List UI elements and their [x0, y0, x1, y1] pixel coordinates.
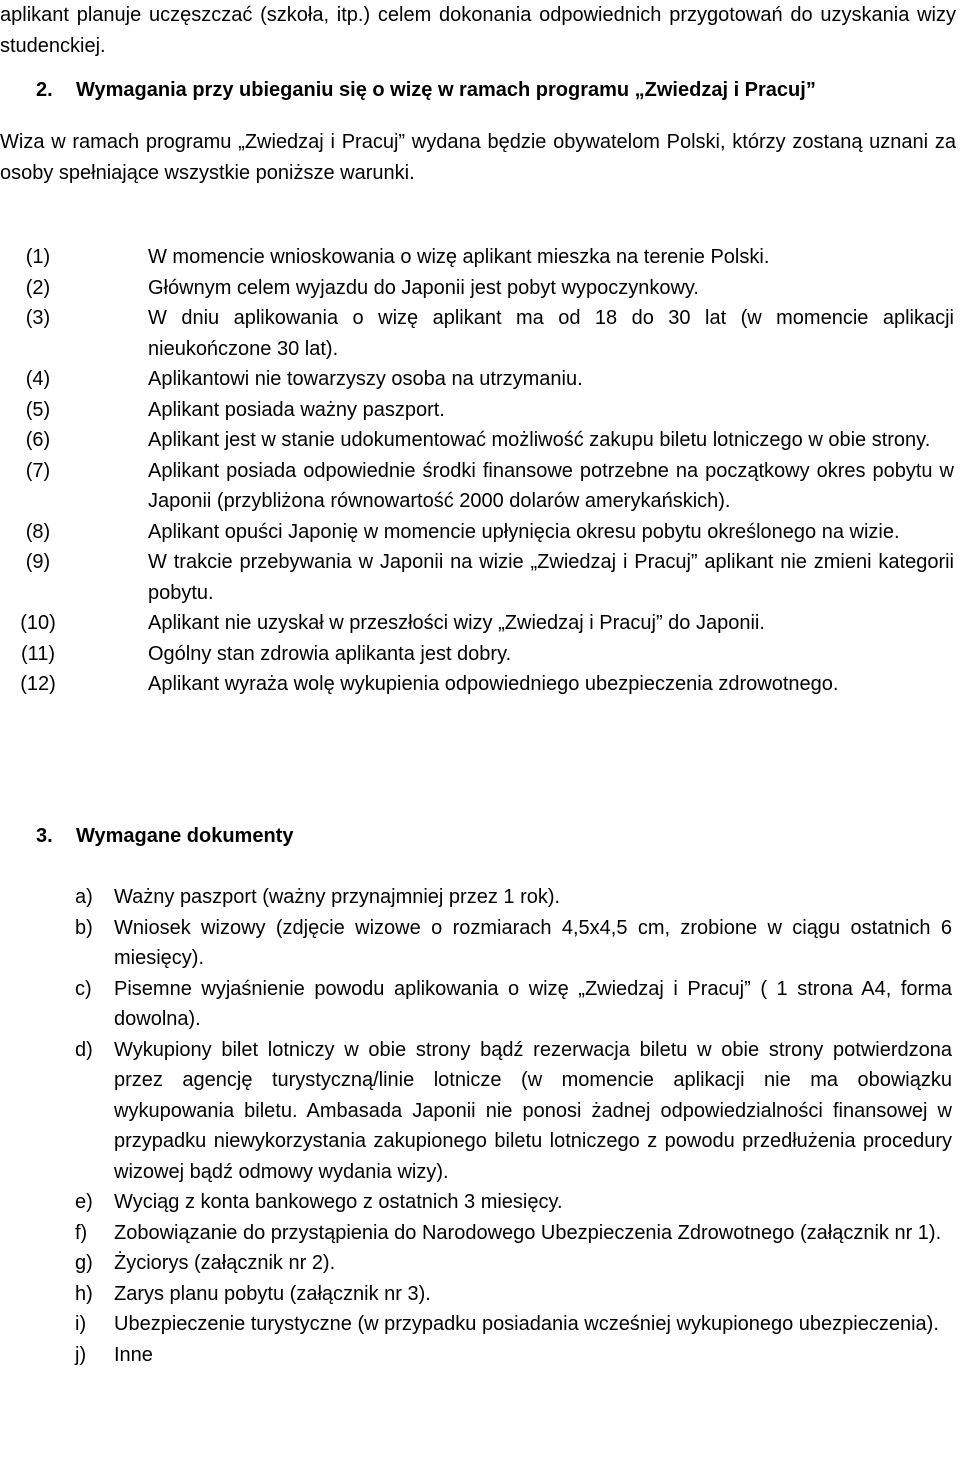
document-item-h: [0, 1279, 952, 1310]
condition-text: Aplikant nie uzyskał w przeszłości wizy „Zwiedzaj i Pracuj” do Japonii.: [148, 612, 765, 634]
section-3-title: Wymagane dokumenty: [76, 825, 294, 847]
document-item-f: [0, 1218, 952, 1249]
document-text: Pisemne wyjaśnienie powodu aplikowania o wizę „Zwiedzaj i Pracuj” ( 1 strona A4, forma dowolna).: [114, 977, 952, 1030]
condition-item-11: [0, 639, 954, 670]
conditions-list: [0, 242, 960, 700]
condition-text: W trakcie przebywania w Japonii na wizie „Zwiedzaj i Pracuj” aplikant nie zmieni kategorii pobytu.: [148, 551, 954, 604]
document-text: Inne: [114, 1343, 153, 1366]
document-item-j: [0, 1340, 952, 1371]
condition-text: Ogólny stan zdrowia aplikanta jest dobry.: [148, 642, 512, 665]
document-marker: d): [75, 1038, 93, 1061]
document-text: Wykupiony bilet lotniczy w obie strony bądź rezerwacja biletu w obie strony potwierdzona przez agencję turystyczną/linie lotnicze (w momencie aplikacji nie ma obowiązku wykupowania biletu. Ambasada Japonii nie ponosi żadnej odpowiedzialności finansowej w przypadku niewykorzystania zakupionego biletu lotniczego z powodu przedłużenia procedury wizowej bądź odmowy wydania wizy).: [114, 1038, 952, 1183]
section-2-title: Wymagania przy ubieganiu się o wizę w ramach programu „Zwiedzaj i Pracuj”: [76, 79, 816, 101]
document-item-g: [0, 1248, 952, 1279]
document-text: Wniosek wizowy (zdjęcie wizowe o rozmiarach 4,5x4,5 cm, zrobione w ciągu ostatnich 6 miesięcy).: [114, 916, 952, 969]
document-item-i: [0, 1309, 952, 1340]
condition-text: Aplikant posiada ważny paszport.: [148, 398, 445, 421]
document-marker: i): [75, 1313, 87, 1335]
document-item-b: [0, 913, 952, 974]
condition-text: Aplikant wyraża wolę wykupienia odpowiedniego ubezpieczenia zdrowotnego.: [148, 673, 839, 695]
condition-item-8: [0, 517, 954, 548]
document-text: Zarys planu pobytu (załącznik nr 3).: [114, 1282, 431, 1305]
document-text: Życiorys (załącznik nr 2).: [114, 1252, 336, 1274]
condition-item-5: [0, 395, 954, 426]
section-3-heading: [36, 821, 293, 852]
condition-item-12: [0, 669, 960, 700]
condition-item-1: [0, 242, 954, 273]
condition-marker: (12): [20, 673, 56, 695]
condition-marker: (1): [25, 246, 51, 268]
document-item-e: [0, 1187, 952, 1218]
condition-text: Głównym celem wyjazdu do Japonii jest pobyt wypoczynkowy.: [148, 276, 699, 299]
condition-item-6: [0, 425, 954, 456]
condition-marker: (8): [25, 520, 51, 543]
condition-item-9: [0, 547, 954, 608]
condition-item-2: [0, 273, 954, 304]
document-marker: j): [75, 1343, 87, 1366]
document-text: Wyciąg z konta bankowego z ostatnich 3 miesięcy.: [114, 1191, 563, 1213]
condition-marker: (7): [25, 459, 51, 482]
document-text: Zobowiązanie do przystąpienia do Narodowego Ubezpieczenia Zdrowotnego (załącznik nr 1).: [114, 1221, 942, 1244]
condition-text: Aplikant posiada odpowiednie środki finansowe potrzebne na początkowy okres pobytu w Japonii (przybliżona równowartość 2000 dolarów amerykańskich).: [148, 459, 954, 512]
condition-item-4: [0, 364, 954, 395]
document-item-d: [0, 1035, 952, 1188]
document-marker: e): [75, 1191, 93, 1213]
condition-marker: (11): [20, 642, 56, 665]
document-item-a: [0, 882, 952, 913]
document-marker: g): [75, 1252, 93, 1274]
condition-item-3: [0, 303, 954, 364]
document-marker: f): [75, 1221, 88, 1244]
condition-text: W momencie wnioskowania o wizę aplikant mieszka na terenie Polski.: [148, 246, 770, 268]
condition-marker: (3): [25, 307, 51, 329]
condition-item-7: [0, 456, 954, 517]
document-text: Ubezpieczenie turystyczne (w przypadku posiadania wcześniej wykupionego ubezpieczenia).: [114, 1313, 939, 1335]
document-text: Ważny paszport (ważny przynajmniej przez 1 rok).: [114, 886, 561, 908]
document-marker: b): [75, 916, 93, 939]
condition-marker: (10): [20, 612, 56, 634]
condition-text: Aplikant jest w stanie udokumentować możliwość zakupu biletu lotniczego w obie strony.: [148, 429, 931, 451]
condition-marker: (5): [25, 398, 51, 421]
document-marker: a): [75, 886, 93, 908]
section-3-number: 3.: [36, 825, 53, 847]
section-2-number: 2.: [36, 79, 53, 101]
condition-marker: (2): [25, 276, 51, 299]
condition-text: Aplikantowi nie towarzyszy osoba na utrzymaniu.: [148, 368, 583, 390]
document-item-c: [0, 974, 952, 1035]
condition-marker: (4): [25, 368, 51, 390]
condition-text: Aplikant opuści Japonię w momencie upłynięcia okresu pobytu określonego na wizie.: [148, 520, 900, 543]
document-marker: c): [75, 977, 92, 1000]
document-marker: h): [75, 1282, 93, 1305]
section-2-heading: [36, 75, 816, 106]
section-2-paragraph: Wiza w ramach programu „Zwiedzaj i Pracuj” wydana będzie obywatelom Polski, którzy zostaną uznani za osoby spełniające wszystkie poniższe warunki.: [0, 131, 956, 184]
condition-marker: (6): [25, 429, 51, 451]
intro-paragraph: aplikant planuje uczęszczać (szkoła, itp.) celem dokonania odpowiednich przygotowań do uzyskania wizy studenckiej.: [0, 4, 956, 57]
condition-text: W dniu aplikowania o wizę aplikant ma od 18 do 30 lat (w momencie aplikacji nieukończone 30 lat).: [148, 307, 954, 360]
condition-item-10: [0, 608, 954, 639]
documents-list: [0, 882, 960, 1370]
condition-marker: (9): [25, 551, 51, 573]
